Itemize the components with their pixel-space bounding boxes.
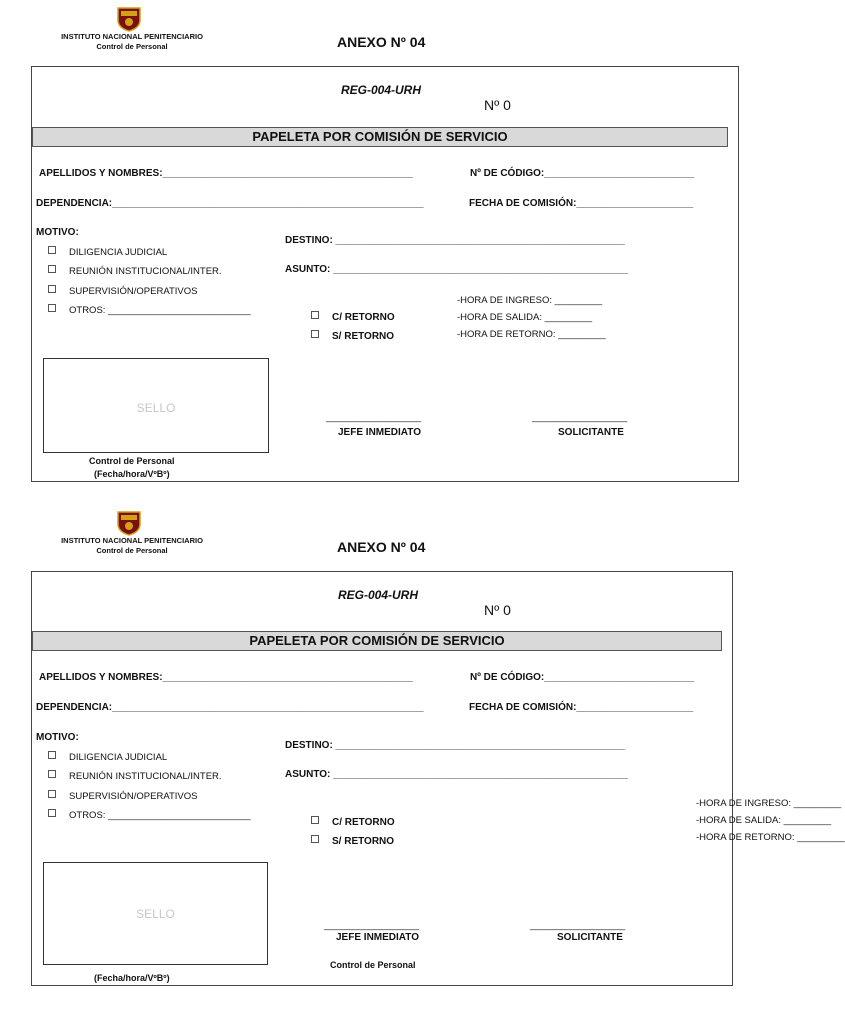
stamp-label: SELLO: [136, 401, 176, 415]
applicant-label: SOLICITANTE: [558, 427, 624, 438]
applicant-signature-line: __________________: [532, 412, 628, 423]
checkbox-motive-meeting[interactable]: [48, 770, 56, 778]
code-field[interactable]: Nº DE CÓDIGO:___________________________: [470, 168, 695, 179]
stamp-box: [43, 862, 268, 965]
checkbox-without-return[interactable]: [311, 835, 319, 843]
destination-field[interactable]: DESTINO: ____________________________________________________: [285, 740, 625, 751]
checkbox-motive-meeting[interactable]: [48, 265, 56, 273]
personnel-control-label: Control de Personal: [330, 960, 416, 970]
without-return-label: S/ RETORNO: [332, 331, 395, 342]
motive-meeting-label: REUNIÓN INSTITUCIONAL/INTER.: [69, 771, 222, 782]
motive-label: MOTIVO:: [36, 732, 79, 743]
commission-date-field[interactable]: FECHA DE COMISIÓN:_____________________: [469, 702, 694, 713]
checkbox-motive-supervision[interactable]: [48, 285, 56, 293]
institution-name: INSTITUTO NACIONAL PENITENCIARIO: [61, 536, 203, 545]
hour-return-field[interactable]: -HORA DE RETORNO: _________: [457, 329, 606, 340]
checkbox-without-return[interactable]: [311, 330, 319, 338]
stamp-label: SELLO: [136, 907, 175, 921]
stamp-caption: (Fecha/hora/VºBº): [94, 469, 170, 479]
motive-other-label[interactable]: OTROS: ___________________________: [69, 305, 251, 316]
checkbox-with-return[interactable]: [311, 311, 319, 319]
names-field[interactable]: APELLIDOS Y NOMBRES:_____________________________________________: [39, 168, 413, 179]
hour-in-field[interactable]: -HORA DE INGRESO: _________: [696, 798, 842, 809]
checkbox-motive-judicial[interactable]: [48, 751, 56, 759]
names-field[interactable]: APELLIDOS Y NOMBRES:_____________________________________________: [39, 672, 413, 683]
subject-field[interactable]: ASUNTO: _____________________________________________________: [285, 769, 628, 780]
form-number: Nº 0: [484, 97, 511, 113]
register-code: REG-004-URH: [338, 588, 419, 602]
institution-header: [42, 32, 222, 52]
hour-return-field[interactable]: -HORA DE RETORNO: _________: [696, 832, 845, 843]
annex-title: ANEXO Nº 04: [337, 539, 426, 555]
subject-field[interactable]: ASUNTO: _____________________________________________________: [285, 264, 628, 275]
form-number: Nº 0: [484, 602, 511, 618]
form-copy-2: [0, 504, 845, 1004]
personnel-control-label: Control de Personal: [89, 456, 175, 466]
applicant-label: SOLICITANTE: [557, 932, 623, 943]
institution-name: INSTITUTO NACIONAL PENITENCIARIO: [61, 32, 203, 41]
hour-out-field[interactable]: -HORA DE SALIDA: _________: [457, 312, 593, 323]
department-name: Control de Personal: [96, 42, 168, 51]
form-title: PAPELETA POR COMISIÓN DE SERVICIO: [32, 631, 722, 651]
checkbox-motive-judicial[interactable]: [48, 246, 56, 254]
motive-judicial-label: DILIGENCIA JUDICIAL: [69, 247, 168, 258]
destination-field[interactable]: DESTINO: ____________________________________________________: [285, 235, 625, 246]
motive-judicial-label: DILIGENCIA JUDICIAL: [69, 752, 168, 763]
checkbox-with-return[interactable]: [311, 816, 319, 824]
institution-header: [42, 536, 222, 556]
inpe-logo-icon: [116, 510, 142, 536]
commission-date-field[interactable]: FECHA DE COMISIÓN:_____________________: [469, 198, 694, 209]
with-return-label: C/ RETORNO: [332, 817, 395, 828]
dependency-field[interactable]: DEPENDENCIA:________________________________________________________: [36, 198, 424, 209]
checkbox-motive-other[interactable]: [48, 809, 56, 817]
hour-out-field[interactable]: -HORA DE SALIDA: _________: [696, 815, 832, 826]
stamp-box: [43, 358, 269, 453]
stamp-caption: (Fecha/hora/VºBº): [94, 973, 170, 983]
hours-clipped-area: [696, 798, 845, 846]
form-copy-1: [0, 0, 768, 500]
with-return-label: C/ RETORNO: [332, 312, 395, 323]
hour-in-field[interactable]: -HORA DE INGRESO: _________: [457, 295, 603, 306]
boss-signature-line: __________________: [324, 920, 420, 931]
boss-label: JEFE INMEDIATO: [336, 932, 419, 943]
dependency-field[interactable]: DEPENDENCIA:________________________________________________________: [36, 702, 424, 713]
motive-supervision-label: SUPERVISIÓN/OPERATIVOS: [69, 791, 198, 802]
checkbox-motive-supervision[interactable]: [48, 790, 56, 798]
register-code: REG-004-URH: [341, 83, 422, 97]
inpe-logo-icon: [116, 6, 142, 32]
boss-label: JEFE INMEDIATO: [338, 427, 421, 438]
department-name: Control de Personal: [96, 546, 168, 555]
motive-supervision-label: SUPERVISIÓN/OPERATIVOS: [69, 286, 198, 297]
checkbox-motive-other[interactable]: [48, 304, 56, 312]
code-field[interactable]: Nº DE CÓDIGO:___________________________: [470, 672, 695, 683]
motive-meeting-label: REUNIÓN INSTITUCIONAL/INTER.: [69, 266, 222, 277]
applicant-signature-line: __________________: [530, 920, 626, 931]
boss-signature-line: __________________: [326, 412, 422, 423]
motive-label: MOTIVO:: [36, 227, 79, 238]
motive-other-label[interactable]: OTROS: ___________________________: [69, 810, 251, 821]
form-title: PAPELETA POR COMISIÓN DE SERVICIO: [32, 127, 728, 147]
without-return-label: S/ RETORNO: [332, 836, 395, 847]
annex-title: ANEXO Nº 04: [337, 34, 426, 50]
